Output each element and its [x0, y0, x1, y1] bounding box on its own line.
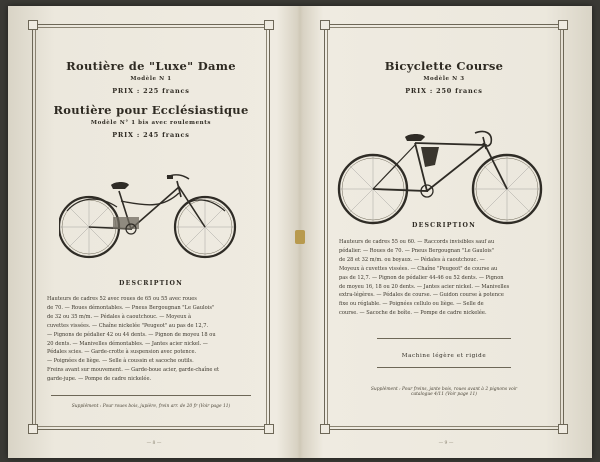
description-line: pas de 12,7. — Pignon de pédalier 44-46 ou 52 dents. — Pignon — [339, 274, 504, 281]
description-line: 20 dents. — Manivelles démontables. — Jantes acier nickel. — — [47, 340, 208, 347]
left-page-frame — [32, 24, 270, 430]
model-number: Modèle N 3 — [423, 76, 465, 82]
frame-corner-ornament — [264, 424, 274, 434]
description-line: Moyeux à cuvettes vissées. — Chaîne "Peugeot" de course au — [339, 265, 498, 272]
description-line: extra-légères. — Pédales de course. — Guidon course à potence — [339, 292, 504, 299]
frame-corner-ornament — [320, 20, 330, 30]
price-label: PRIX : 250 francs — [405, 87, 483, 95]
frame-corner-ornament — [264, 20, 274, 30]
special-note: Machine légère et rigide — [401, 353, 487, 359]
frame-corner-ornament — [28, 20, 38, 30]
product-title-ladies-luxe: Routière de "Luxe" Dame — [66, 59, 236, 73]
model-number: Modèle N° 1 bis avec roulements — [90, 120, 212, 126]
divider-rule — [377, 367, 511, 368]
description-line: fixe ou réglable. — Poignées cellulo ou liège. — Selle de — [339, 301, 484, 308]
description-line: — Pignons de pédalier 42 ou 44 dents. — Pignon de moyeu 18 ou — [47, 331, 216, 338]
description-text-right — [339, 238, 549, 318]
page-number: — 8 — — [146, 441, 162, 446]
frame-corner-ornament — [558, 424, 568, 434]
description-line: — Poignées de liège. — Selle à coussin et sacoche outils. — [47, 358, 194, 365]
description-line: de 32 ou 35 m/m. — Pédales à caoutchouc. — Moyeux à — [47, 313, 191, 320]
right-page — [300, 6, 592, 458]
description-heading: DESCRIPTION — [119, 280, 183, 287]
description-line: Pédales scies. — Garde-crotte à suspension avec potence. — [47, 349, 197, 356]
description-line: Hauteurs de cadres 52 avec roues de 65 ou 55 avec roues — [47, 296, 197, 302]
right-page-frame — [324, 24, 564, 430]
description-line: de 28 et 32 m/m. ou boyaux. — Pédales à caoutchouc. — — [339, 256, 485, 263]
description-line: cuvettes vissées. — Chaîne nickelée "Peugeot" au pas de 12,7. — [47, 322, 209, 329]
supplement-note-line: Supplément : Pour freins, jante bois, roues avant à 2 pignons voir — [370, 387, 518, 392]
frame-corner-ornament — [28, 424, 38, 434]
description-line: de moyeu 16, 18 ou 20 dents. — Jantes acier nickel. — Manivelles — [339, 283, 510, 290]
price-label: PRIX : 225 francs — [112, 87, 190, 95]
description-text-left — [47, 295, 255, 384]
description-line: course. — Sacoche de boîte. — Pompe de cadre nickelée. — [339, 310, 487, 317]
page-number: — 9 — — [438, 441, 454, 446]
product-title-racing: Bicyclette Course — [384, 59, 504, 73]
left-page — [8, 6, 300, 458]
supplement-note — [339, 387, 549, 397]
frame-corner-ornament — [320, 424, 330, 434]
ladies-bicycle-illustration — [59, 167, 243, 261]
catalog-spread — [8, 6, 592, 458]
supplement-note-line: catalogue 4/11 (Voir page 11) — [411, 392, 477, 397]
description-line: Hauteurs de cadres 55 ou 60. — Raccords invisibles sauf au — [339, 239, 495, 245]
description-line: pédalier. — Roues de 70. — Pneus Bergougnan "Le Gaulois" — [339, 247, 494, 254]
product-title-ecclesiastic: Routière pour Ecclésiastique — [53, 103, 249, 117]
racing-bicycle-illustration — [335, 113, 553, 229]
divider-rule — [377, 338, 511, 339]
model-number: Modèle N 1 — [130, 76, 172, 82]
divider-rule — [51, 395, 251, 396]
description-heading: DESCRIPTION — [412, 222, 476, 229]
frame-corner-ornament — [558, 20, 568, 30]
description-line: garde-jupe. — Pompe de cadre nickelée. — [47, 376, 152, 383]
supplement-note: Supplément : Pour roues bois, jupière, frein arr. de 20 fr (Voir page 11) — [71, 404, 231, 409]
description-line: Freins avant sur mouvement. — Garde-boue acier, garde-chaîne et — [47, 367, 220, 374]
price-label: PRIX : 245 francs — [112, 131, 190, 139]
description-line: de 70. — Roues démontables. — Pneus Bergougnan "Le Gaulois" — [47, 304, 215, 311]
